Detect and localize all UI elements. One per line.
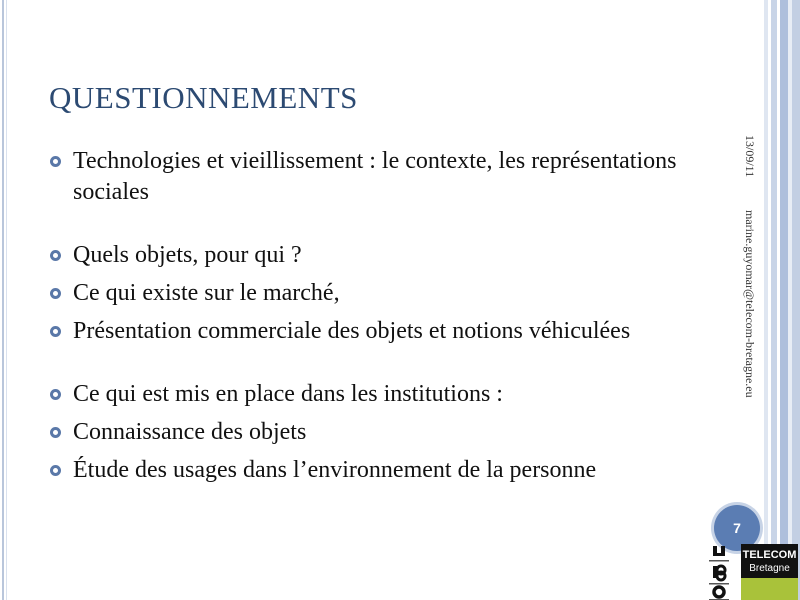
- telecom-bretagne-logo: [741, 544, 798, 600]
- bullet-text: Présentation commerciale des objets et notions véhiculées: [73, 318, 631, 344]
- page-number-badge: 7: [714, 505, 760, 551]
- bullet-text: Technologies et vieillissement : le contexte, les représentations sociales: [73, 148, 677, 205]
- bullet-icon: [50, 156, 61, 167]
- bullet-icon: [50, 288, 61, 299]
- bullet-text: Quels objets, pour qui ?: [73, 242, 302, 268]
- left-border: [2, 0, 4, 600]
- bullet-text: Ce qui est mis en place dans les institutions :: [73, 381, 503, 407]
- bullet-item: [50, 379, 690, 410]
- bullet-icon: [50, 465, 61, 476]
- telecom-logo-band: [741, 578, 798, 600]
- bullet-item: [50, 417, 690, 448]
- author-email: marine.guyomar@telecom-bretagne.eu: [743, 210, 757, 398]
- left-border-inner: [6, 0, 7, 600]
- bullet-item: [50, 316, 690, 347]
- bullet-icon: [50, 250, 61, 261]
- telecom-logo-line2: Bretagne: [749, 563, 790, 574]
- bullet-text: Ce qui existe sur le marché,: [73, 280, 340, 306]
- bullet-item: [50, 240, 690, 271]
- bullet-item: [50, 455, 690, 486]
- slide-date: 13/09/11: [743, 135, 757, 178]
- ubo-logo-icon: [703, 544, 735, 600]
- bullet-icon: [50, 427, 61, 438]
- bullet-item: [50, 146, 690, 208]
- bullet-list: [50, 146, 690, 486]
- bullet-icon: [50, 389, 61, 400]
- bullet-item: [50, 278, 690, 309]
- bullet-icon: [50, 326, 61, 337]
- bullet-text: Étude des usages dans l’environnement de la personne: [73, 457, 597, 483]
- telecom-logo-line1: TELECOM: [742, 549, 797, 561]
- bullet-text: Connaissance des objets: [73, 419, 307, 445]
- slide-title: QUESTIONNEMENTS: [49, 80, 358, 115]
- right-decorative-stripes: [764, 0, 800, 600]
